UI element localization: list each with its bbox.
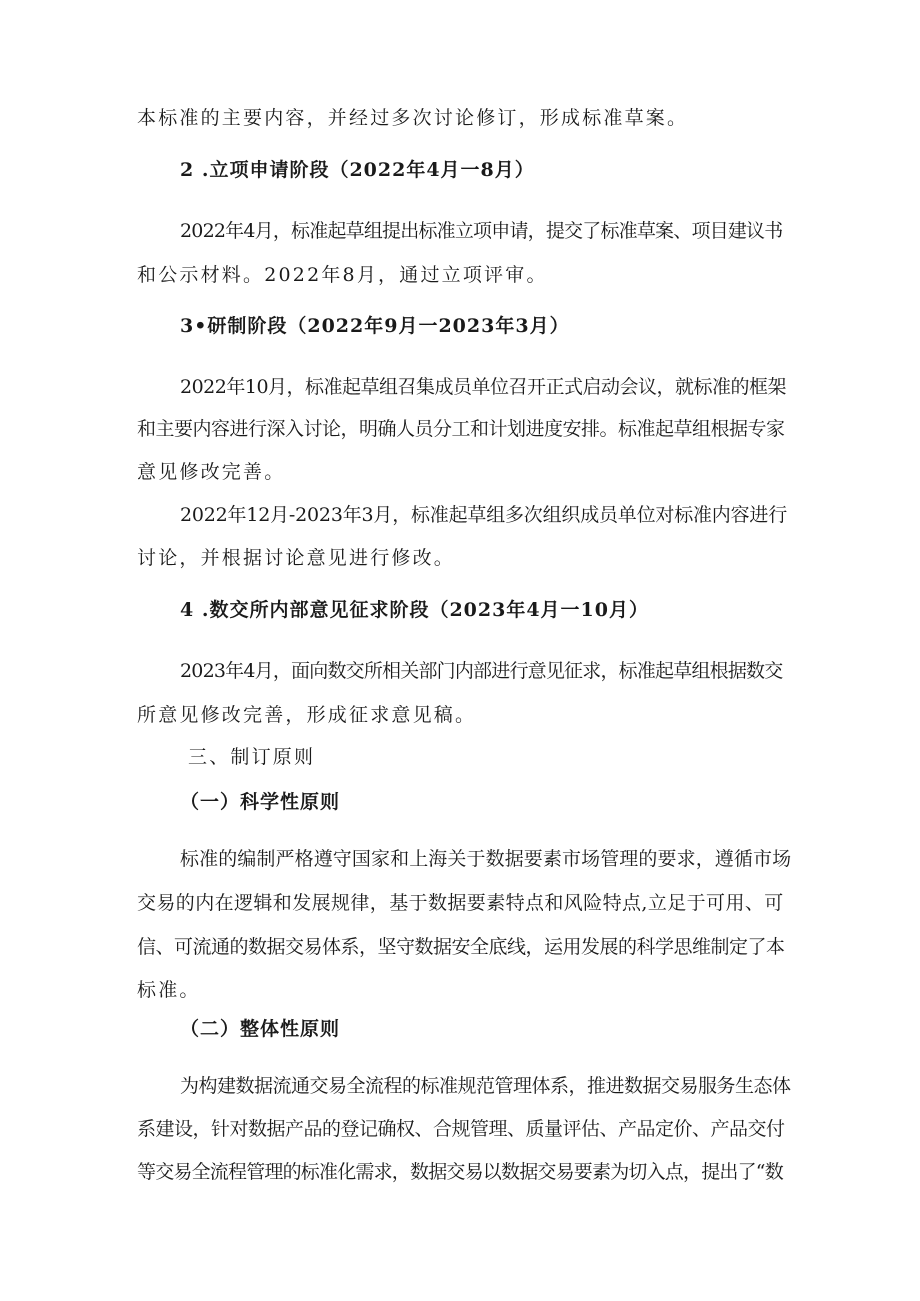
paragraph-line: 所意见修改完善，形成征求意见稿。 bbox=[137, 704, 477, 726]
paragraph-line: 为构建数据流通交易全流程的标准规范管理体系，推进数据交易服务生态体 bbox=[180, 1075, 791, 1097]
paragraph-line: 标准的编制严格遵守国家和上海关于数据要素市场管理的要求，遵循市场 bbox=[180, 848, 792, 870]
paragraph-line: 和主要内容进行深入讨论，明确人员分工和计划进度安排。标准起草组根据专家 bbox=[137, 418, 785, 440]
paragraph-line: 信、可流通的数据交易体系，坚守数据安全底线，运用发展的科学思维制定了本 bbox=[137, 936, 785, 958]
paragraph-line: 和公示材料。2022年8月，通过立项评审。 bbox=[137, 264, 548, 286]
paragraph-line: 交易的内在逻辑和发展规律，基于数据要素特点和风险特点,立足于可用、可 bbox=[137, 892, 784, 914]
subsection-title-2: （二）整体性原则 bbox=[180, 1018, 341, 1040]
subsection-title-1: （一）科学性原则 bbox=[180, 791, 341, 813]
section-title: 三、制订原则 bbox=[188, 746, 316, 768]
paragraph-line: 2022年4月，标准起草组提出标准立项申请，提交了标准草案、项目建议书 bbox=[180, 220, 783, 242]
paragraph-line: 等交易全流程管理的标准化需求，数据交易以数据交易要素为切入点，提出了“数 bbox=[137, 1161, 783, 1183]
section-heading-4: 4 .数交所内部意见征求阶段（2023年4月一10月） bbox=[180, 599, 649, 621]
paragraph-line: 讨论，并根据讨论意见进行修改。 bbox=[137, 547, 456, 569]
paragraph-line: 2023年4月，面向数交所相关部门内部进行意见征求，标准起草组根据数交 bbox=[180, 660, 783, 682]
section-heading-3: 3•研制阶段（2022年9月一2023年3月） bbox=[180, 315, 570, 337]
paragraph-line: 标准。 bbox=[137, 979, 201, 1001]
paragraph-line: 2022年12月-2023年3月，标准起草组多次组织成员单位对标准内容进行 bbox=[180, 504, 787, 526]
paragraph-line: 意见修改完善。 bbox=[137, 461, 286, 483]
section-heading-2: 2 .立项申请阶段（2022年4月一8月） bbox=[180, 159, 535, 181]
paragraph-line: 2022年10月，标准起草组召集成员单位召开正式启动会议，就标准的框架 bbox=[180, 376, 787, 398]
paragraph-line: 系建设，针对数据产品的登记确权、合规管理、质量评估、产品定价、产品交付 bbox=[137, 1118, 785, 1140]
paragraph-line: 本标准的主要内容，并经过多次讨论修订，形成标准草案。 bbox=[137, 107, 689, 129]
